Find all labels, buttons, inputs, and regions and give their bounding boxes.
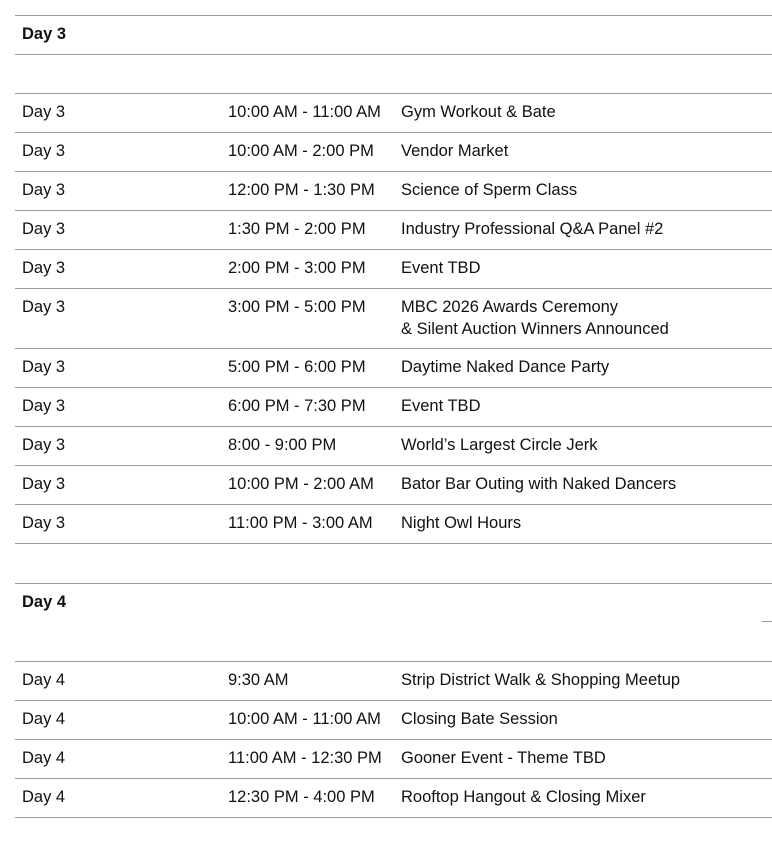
schedule-row xyxy=(15,739,772,778)
schedule-row xyxy=(15,249,772,288)
row-day: Day 3 xyxy=(22,103,66,121)
row-time: 12:00 PM - 1:30 PM xyxy=(228,181,375,199)
row-day: Day 3 xyxy=(22,358,66,376)
schedule-row xyxy=(15,288,772,348)
spacer-row xyxy=(15,622,772,661)
row-time: 5:00 PM - 6:00 PM xyxy=(228,358,366,376)
schedule-row xyxy=(15,132,772,171)
section-header-row xyxy=(15,15,772,54)
row-time: 11:00 PM - 3:00 AM xyxy=(228,514,373,532)
row-event: Industry Professional Q&A Panel #2 xyxy=(401,220,664,238)
schedule-row xyxy=(15,387,772,426)
row-event: World’s Largest Circle Jerk xyxy=(401,436,598,454)
row-event: Event TBD xyxy=(401,259,481,277)
schedule-row xyxy=(15,700,772,739)
schedule-row xyxy=(15,426,772,465)
row-event: Rooftop Hangout & Closing Mixer xyxy=(401,788,646,806)
row-time: 9:30 AM xyxy=(228,671,289,689)
row-day: Day 3 xyxy=(22,142,66,160)
row-day: Day 3 xyxy=(22,220,66,238)
section-header-label: Day 3 xyxy=(22,25,67,43)
schedule-row xyxy=(15,778,772,817)
row-time: 1:30 PM - 2:00 PM xyxy=(228,220,366,238)
schedule-row xyxy=(15,504,772,543)
row-time: 3:00 PM - 5:00 PM xyxy=(228,298,366,316)
row-time: 11:00 AM - 12:30 PM xyxy=(228,749,382,767)
dash-divider-icon xyxy=(762,621,772,622)
section-gap xyxy=(15,544,772,583)
divider xyxy=(15,817,772,818)
row-event: Science of Sperm Class xyxy=(401,181,578,199)
schedule-row xyxy=(15,210,772,249)
schedule-row xyxy=(15,661,772,700)
schedule-row xyxy=(15,93,772,132)
row-time: 8:00 - 9:00 PM xyxy=(228,436,337,454)
row-time: 12:30 PM - 4:00 PM xyxy=(228,788,375,806)
row-day: Day 3 xyxy=(22,259,66,277)
section-header-label: Day 4 xyxy=(22,593,67,611)
row-time: 2:00 PM - 3:00 PM xyxy=(228,259,366,277)
row-day: Day 3 xyxy=(22,514,66,532)
row-event: Gooner Event - Theme TBD xyxy=(401,749,606,767)
row-day: Day 3 xyxy=(22,298,66,316)
row-day: Day 4 xyxy=(22,788,66,806)
row-time: 10:00 PM - 2:00 AM xyxy=(228,475,374,493)
row-event: Event TBD xyxy=(401,397,481,415)
row-time: 10:00 AM - 11:00 AM xyxy=(228,103,381,121)
schedule-row xyxy=(15,171,772,210)
row-time: 10:00 AM - 2:00 PM xyxy=(228,142,374,160)
row-event: Bator Bar Outing with Naked Dancers xyxy=(401,475,677,493)
row-time: 6:00 PM - 7:30 PM xyxy=(228,397,366,415)
row-event: Closing Bate Session xyxy=(401,710,558,728)
section-header-row xyxy=(15,583,772,622)
schedule-row xyxy=(15,348,772,387)
row-event: Vendor Market xyxy=(401,142,509,160)
row-day: Day 3 xyxy=(22,475,66,493)
row-time: 10:00 AM - 11:00 AM xyxy=(228,710,381,728)
row-day: Day 3 xyxy=(22,181,66,199)
row-day: Day 3 xyxy=(22,397,66,415)
row-day: Day 4 xyxy=(22,671,66,689)
spacer-row xyxy=(15,54,772,93)
row-day: Day 3 xyxy=(22,436,66,454)
schedule-row xyxy=(15,465,772,504)
row-event: Night Owl Hours xyxy=(401,514,522,532)
row-day: Day 4 xyxy=(22,710,66,728)
row-event: Gym Workout & Bate xyxy=(401,103,556,121)
row-event: Daytime Naked Dance Party xyxy=(401,358,610,376)
row-day: Day 4 xyxy=(22,749,66,767)
schedule-table xyxy=(15,15,772,818)
row-event: Strip District Walk & Shopping Meetup xyxy=(401,671,681,689)
row-event: MBC 2026 Awards Ceremony & Silent Auction Winners Announced xyxy=(401,298,669,338)
